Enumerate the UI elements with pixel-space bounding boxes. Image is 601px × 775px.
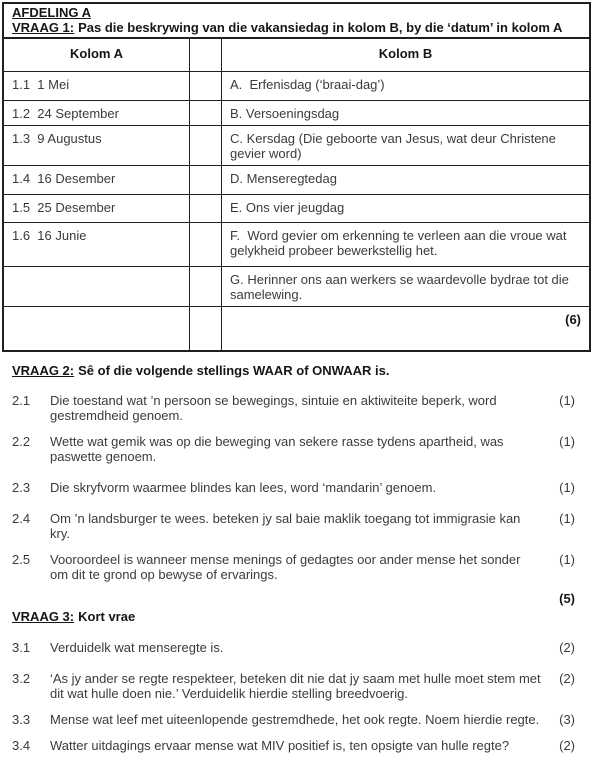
question-marks: (1) [559,480,575,495]
vraag1-heading [4,4,589,39]
cell-a [4,307,190,350]
cell-a: 1.5 25 Desember [4,195,190,222]
vraag2-instruction: Sê of die volgende stellings WAAR of ONWAAR is. [78,363,390,378]
cell-b: G. Herinner ons aan werkers se waardevolle bydrae tot die samelewing. [230,272,573,302]
question-number: 2.4 [12,511,31,526]
table-marks-row [4,307,589,350]
cell-answer [190,101,222,125]
question-item [12,738,575,753]
vraag1-marks: (6) [565,312,581,327]
question-marks: (1) [559,393,575,408]
table-row [4,101,589,126]
cell-b: B. Versoeningsdag [230,106,340,121]
question-item [12,552,575,582]
cell-answer [190,166,222,194]
cell-answer [190,126,222,165]
question-item [12,671,575,701]
question-number: 2.3 [12,480,31,495]
question-item [12,480,575,495]
question-number: 3.2 [12,671,31,686]
question-text: Watter uitdagings ervaar mense wat MIV positief is, ten opsigte van hulle regte? [50,738,510,753]
vraag1-table [2,2,591,352]
vraag1-instruction: Pas die beskrywing van die vakansiedag in kolom B, by die ‘datum’ in kolom A [78,20,563,35]
cell-b: F. Word gevier om erkenning te verleen aan die vroue wat gelykheid probeer bewerkstellig het. [230,228,571,258]
question-number: 3.4 [12,738,31,753]
vraag2-label: VRAAG 2: [12,363,75,378]
cell-answer [190,72,222,100]
question-item [12,434,575,464]
question-text: Verduidelk wat menseregte is. [50,640,224,655]
table-row [4,195,589,223]
question-marks: (1) [559,552,575,567]
vraag1-label: VRAAG 1: [12,20,75,35]
question-text: Mense wat leef met uiteenlopende gestremdhede, het ook regte. Noem hierdie regte. [50,712,540,727]
vraag3-instruction: Kort vrae [78,609,136,624]
question-item [12,511,575,541]
vraag2-total: (5) [559,591,575,606]
cell-b: D. Menseregtedag [230,171,337,186]
question-item [12,393,575,423]
cell-answer [190,223,222,266]
cell-a [4,267,190,306]
cell-b: A. Erfenisdag (‘braai-dag’) [230,77,385,92]
question-marks: (3) [559,712,575,727]
question-marks: (2) [559,671,575,686]
question-marks: (2) [559,738,575,753]
table-header-row [4,39,589,72]
vraag2-heading [12,363,575,378]
question-marks: (1) [559,434,575,449]
question-marks: (2) [559,640,575,655]
table-row [4,126,589,166]
cell-a: 1.4 16 Desember [4,166,190,194]
exam-page [0,2,601,753]
table-row [4,72,589,101]
cell-b: E. Ons vier jeugdag [230,200,345,215]
cell-answer [190,195,222,222]
cell-a: 1.1 1 Mei [4,72,190,100]
table-row [4,267,589,307]
question-number: 2.5 [12,552,31,567]
question-text: Wette wat gemik was op die beweging van sekere rasse tydens apartheid, was paswette genoem. [50,434,504,464]
vraag3-label: VRAAG 3: [12,609,75,624]
cell-a: 1.3 9 Augustus [4,126,190,165]
cell-a: 1.2 24 September [4,101,190,125]
kolom-a-header: Kolom A [4,39,190,71]
section-title: AFDELING A [12,5,91,20]
kolom-b-header: Kolom B [378,46,433,61]
cell-a: 1.6 16 Junie [4,223,190,266]
cell-answer [190,267,222,306]
question-number: 2.1 [12,393,31,408]
question-text: Om ’n landsburger te wees. beteken jy sal baie maklik toegang tot immigrasie kan kry. [50,511,521,541]
table-row [4,223,589,267]
question-item [12,712,575,727]
question-number: 2.2 [12,434,31,449]
question-item [12,640,575,655]
question-text: Die skryfvorm waarmee blindes kan lees, word ‘mandarin’ genoem. [50,480,437,495]
question-text: Die toestand wat ’n persoon se bewegings, sintuie en aktiwiteite beperk, word gestremdheid genoem. [50,393,497,423]
cell-answer [190,307,222,350]
question-number: 3.3 [12,712,31,727]
question-text: Vooroordeel is wanneer mense menings of gedagtes oor ander mense het sonder om dit te grond op bewyse of ervarings. [50,552,521,582]
question-marks: (1) [559,511,575,526]
answer-column-header [190,39,222,71]
cell-b: C. Kersdag (Die geboorte van Jesus, wat deur Christene gevier word) [230,131,560,161]
question-number: 3.1 [12,640,31,655]
vraag3-heading [12,609,575,624]
table-row [4,166,589,195]
question-text: ‘As jy ander se regte respekteer, beteken dit nie dat jy saam met hulle moet stem met dit wat hulle doen nie.’ Verduidelik hierdie stelling breedvoerig. [50,671,541,701]
